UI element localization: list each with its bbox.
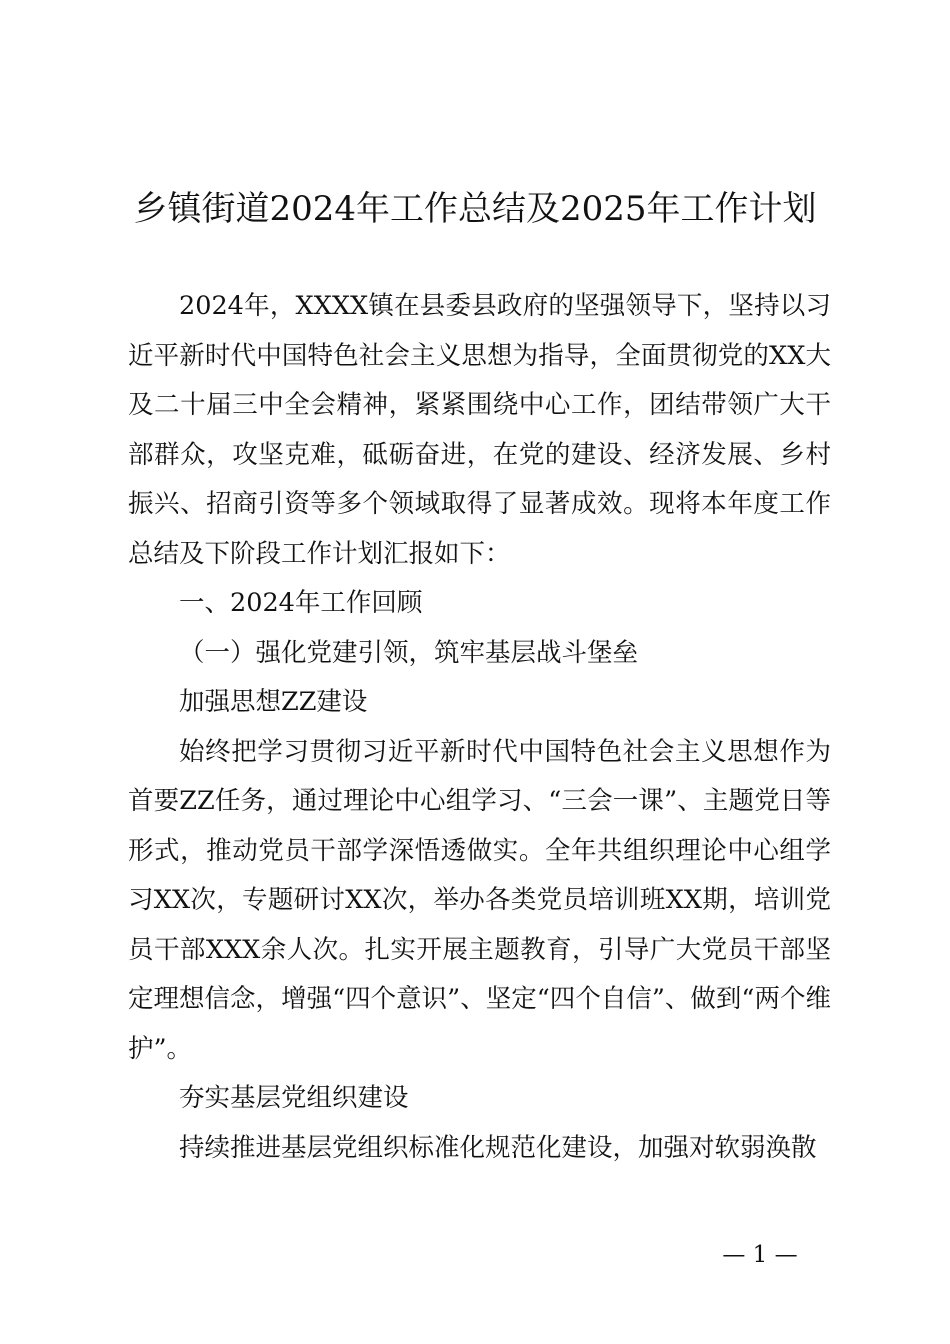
section-heading: 一、2024年工作回顾 [179,588,423,618]
document-title: 乡镇街道2024年工作总结及2025年工作计划 [133,189,817,229]
intro-paragraph: 2024年，XXXX镇在县委县政府的坚强领导下，坚持以习近平新时代中国特色社会主义思想为指导，全面贯彻党的XX大及二十届三中全会精神，紧紧围绕中心工作，团结带领广大干部群众，攻坚克难，砥砺奋进，在党的建设、经济发展、乡村振兴、招商引资等多个领域取得了显著成效。现将本年度工作总结及下阶段工作计划汇报如下： [128,291,831,569]
item-heading: 加强思想ZZ建设 [179,687,368,717]
page-number: — 1 — [722,1242,798,1268]
item-paragraph: 持续推进基层党组织标准化规范化建设，加强对软弱涣散 [179,1132,817,1163]
item-paragraph: 始终把学习贯彻习近平新时代中国特色社会主义思想作为首要ZZ任务，通过理论中心组学习、“三会一课”、主题党日等形式，推动党员干部学深悟透做实。全年共组织理论中心组学习XX次，专题研讨XX次，举办各类党员培训班XX期，培训党员干部XXX余人次。扎实开展主题教育，引导广大党员干部坚定理想信念，增强“四个意识”、坚定“四个自信”、做到“两个维护”。 [128,736,831,1064]
document-body [128,282,831,1173]
item-heading: 夯实基层党组织建设 [179,1083,409,1113]
subsection-heading: （一）强化党建引领，筑牢基层战斗堡垒 [179,637,639,668]
